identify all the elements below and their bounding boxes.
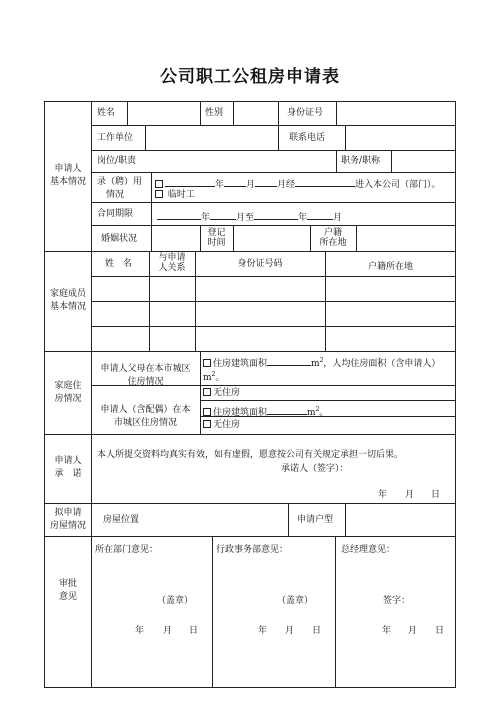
family-col-relation: 与申请 人关系 [158, 253, 186, 273]
parents-no-house-checkbox[interactable] [203, 388, 211, 396]
gm-date-day: 日 [435, 626, 445, 636]
spouse-no-house-option[interactable]: 无住房 [203, 420, 240, 431]
label-work-unit: 工作单位 [97, 133, 134, 143]
label-contract-period: 合同期限 [97, 209, 134, 219]
label-name: 姓名 [97, 108, 116, 118]
application-form [44, 101, 456, 688]
parents-no-house-option[interactable]: 无住房 [203, 388, 240, 399]
hire-checkbox[interactable] [155, 180, 163, 188]
label-marital-status: 婚姻状况 [101, 234, 138, 244]
admin-date-month: 月 [285, 626, 295, 636]
contract-period-line: 年 月至 年 月 [157, 210, 342, 224]
section-family-members: 家庭成员 基本情况 [49, 289, 86, 312]
admin-date-year: 年 [258, 626, 268, 636]
label-household-location: 户籍 所在地 [319, 228, 347, 248]
gm-signature: 签字： [383, 596, 411, 606]
promise-date-day: 日 [431, 490, 441, 500]
label-job-title: 职务/职称 [341, 156, 381, 166]
section-applicant-basic: 申请人 基本情况 [49, 164, 86, 187]
label-hire-status: 录（聘）用 情况 [97, 177, 143, 200]
family-col-name: 姓 名 [105, 259, 133, 269]
dept-seal: （盖章） [157, 596, 194, 606]
section-approval: 审批 意见 [58, 579, 77, 602]
temp-worker-checkbox[interactable] [155, 190, 163, 198]
section-proposed-housing: 拟申请 房屋情况 [49, 508, 86, 531]
label-gm-opinion: 总经理意见： [341, 545, 396, 555]
label-house-location: 房屋位置 [103, 515, 140, 525]
label-phone: 联系电话 [289, 133, 326, 143]
promise-date-month: 月 [405, 490, 415, 500]
label-registration-time: 登记 时间 [207, 228, 226, 248]
dept-date-day: 日 [189, 626, 199, 636]
admin-seal: （盖章） [277, 596, 314, 606]
label-admin-opinion: 行政事务部意见： [216, 545, 289, 555]
hire-date-line: 年 月 月经 进入本公司（部门）。 [155, 177, 441, 191]
spouse-area-option: 住房建筑面积 $m^2$。 [203, 404, 328, 419]
label-house-type: 申请户型 [297, 515, 334, 525]
temp-worker-option[interactable]: 临时工 [155, 190, 195, 201]
dept-date-month: 月 [163, 626, 173, 636]
gm-date-month: 月 [408, 626, 418, 636]
parents-area-option: 住房建筑面积 $m^2$，人均住房面积（含申请人） [203, 355, 440, 370]
admin-date-day: 日 [312, 626, 322, 636]
label-gender: 性别 [205, 108, 224, 118]
label-parents-housing: 申请人父母在本市城区 住房情况 [100, 364, 191, 387]
label-id-number: 身份证号 [287, 108, 324, 118]
promise-signer: 承诺人（签字）： [281, 464, 349, 474]
promise-statement: 本人所提交资料均真实有效，如有虚假，愿意按公司有关规定承担一切后果。 [97, 450, 404, 460]
label-dept-opinion: 所在部门意见： [95, 545, 159, 555]
spouse-no-house-checkbox[interactable] [203, 420, 211, 428]
family-col-id: 身份证号码 [237, 259, 283, 269]
label-position: 岗位/职责 [97, 156, 137, 166]
section-housing: 家庭住 房情况 [54, 381, 82, 404]
dept-date-year: 年 [135, 626, 145, 636]
promise-date-year: 年 [378, 490, 388, 500]
spouse-area-checkbox[interactable] [203, 408, 211, 416]
label-spouse-housing: 申请人（含配偶）在本 市城区住房情况 [100, 405, 191, 428]
gm-date-year: 年 [382, 626, 392, 636]
parents-area-checkbox[interactable] [203, 359, 211, 367]
parents-unit: $m^2$。 [203, 371, 225, 383]
family-col-household: 户籍所在地 [367, 262, 413, 272]
section-promise: 申请人 承 诺 [54, 456, 82, 479]
page-title: 公司职工公租房申请表 [160, 67, 340, 87]
